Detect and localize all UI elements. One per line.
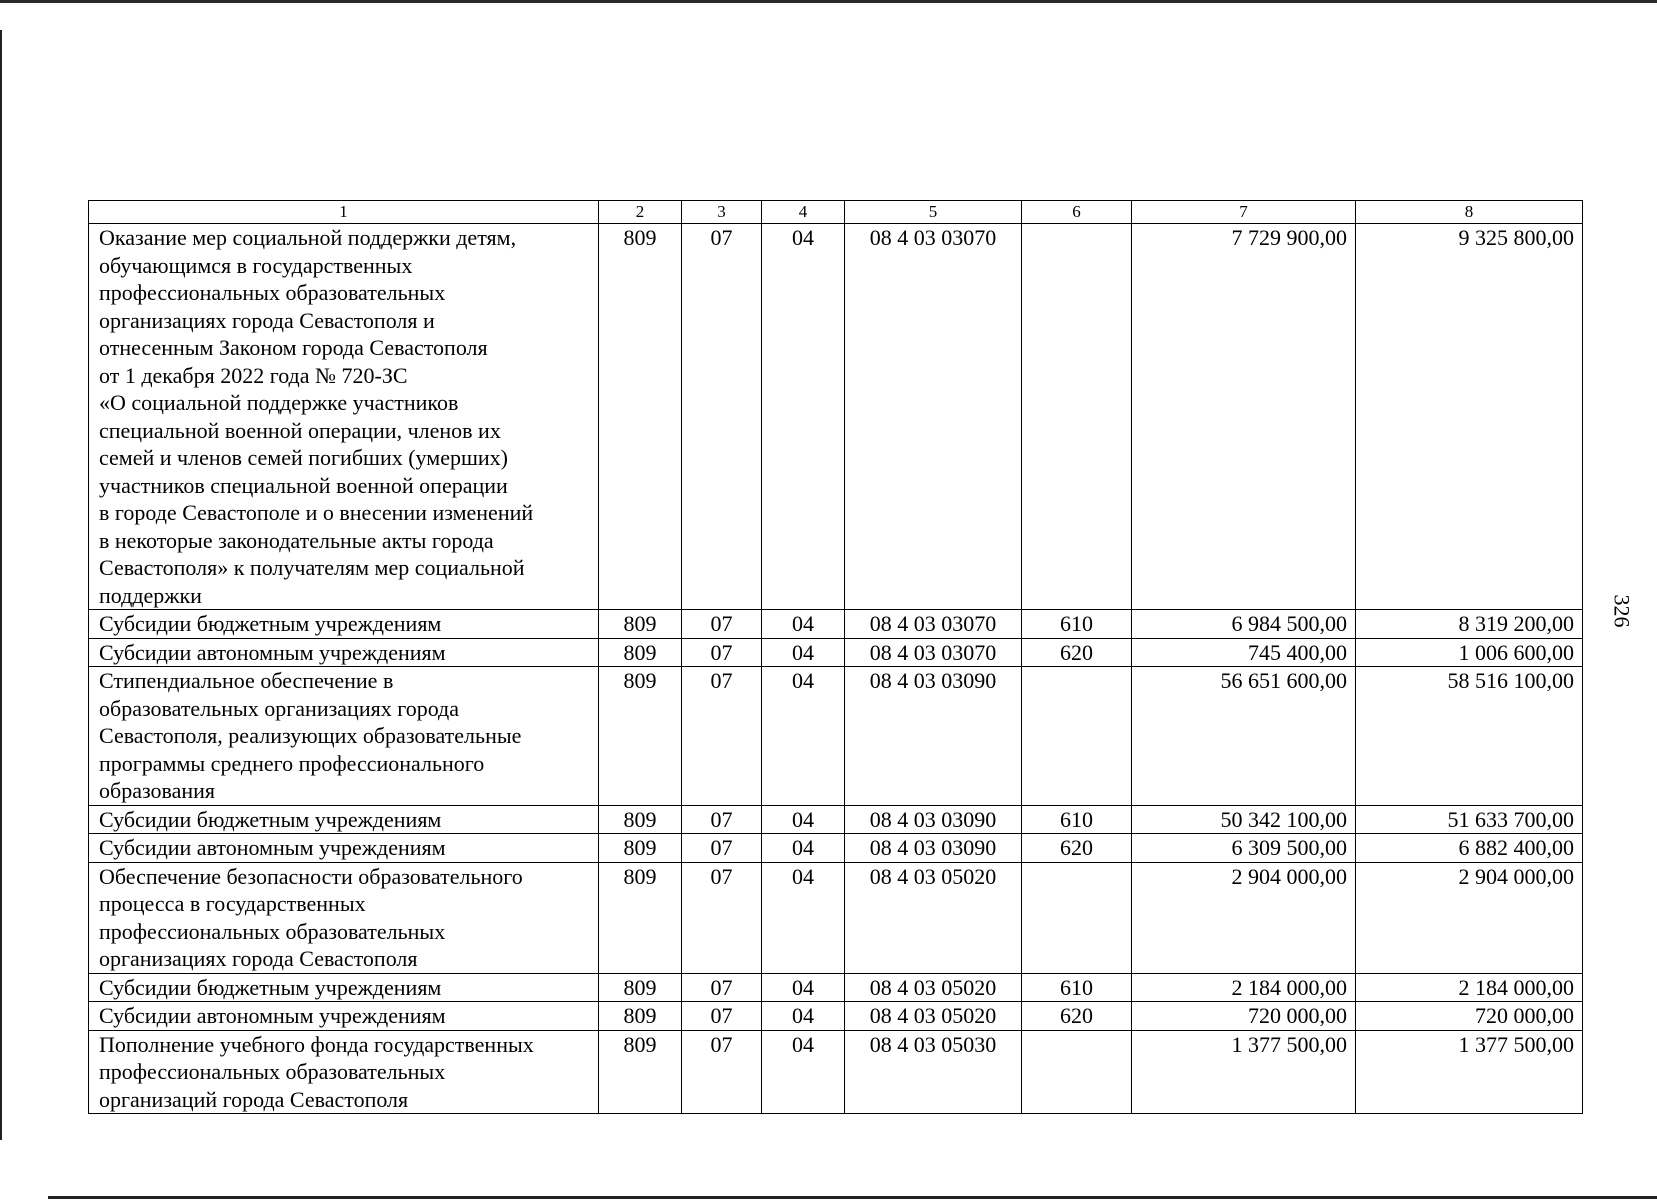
description-line: Обеспечение безопасности образовательного [99, 863, 523, 889]
description-line: в некоторые законодательные акты города [99, 527, 494, 553]
target-article-cell: 08 4 03 03090 [845, 805, 1022, 834]
description-line: организаций города Севастополя [99, 1086, 409, 1112]
amount-year-1-cell: 1 377 500,00 [1132, 1030, 1356, 1114]
table-row [89, 610, 1583, 639]
column-header: 4 [762, 201, 845, 224]
amount-year-1-cell: 745 400,00 [1132, 638, 1356, 667]
description-line: образовательных организациях города [99, 695, 460, 721]
column-header: 1 [89, 201, 599, 224]
description-line: обучающимся в государственных [99, 252, 413, 278]
description-line: участников специальной военной операции [99, 472, 508, 498]
description-line: семей и членов семей погибших (умерших) [99, 445, 508, 470]
amount-year-2-cell: 1 377 500,00 [1356, 1030, 1583, 1114]
target-article-cell: 08 4 03 03090 [845, 834, 1022, 863]
subsection-code-cell: 04 [762, 834, 845, 863]
column-number-row [89, 201, 1583, 224]
amount-year-1-cell: 56 651 600,00 [1132, 667, 1356, 806]
amount-year-1-cell: 720 000,00 [1132, 1002, 1356, 1031]
scan-edge-bottom [48, 1196, 1657, 1199]
section-code-cell: 07 [682, 1030, 762, 1114]
description-line: Субсидии автономным учреждениям [99, 639, 446, 665]
subsection-code-cell: 04 [762, 1002, 845, 1031]
description-line: профессиональных образовательных [99, 918, 446, 944]
subsection-code-cell: 04 [762, 610, 845, 639]
expense-type-cell: 610 [1022, 805, 1132, 834]
amount-year-2-cell: 58 516 100,00 [1356, 667, 1583, 806]
subsection-code-cell: 04 [762, 667, 845, 806]
subsection-code-cell: 04 [762, 638, 845, 667]
item-description-cell [89, 610, 599, 639]
expense-type-cell [1022, 862, 1132, 973]
amount-year-2-cell: 6 882 400,00 [1356, 834, 1583, 863]
description-line: в городе Севастополе и о внесении изменений [99, 500, 534, 525]
table-row [89, 805, 1583, 834]
description-line: Субсидии бюджетным учреждениям [99, 974, 442, 1000]
expense-type-cell: 620 [1022, 834, 1132, 863]
section-code-cell: 07 [682, 667, 762, 806]
scan-edge-left [0, 30, 2, 1140]
column-header: 6 [1022, 201, 1132, 224]
description-line: организациях города Севастополя [99, 946, 418, 971]
table-row [89, 224, 1583, 610]
amount-year-2-cell: 2 904 000,00 [1356, 862, 1583, 973]
expense-type-cell: 610 [1022, 610, 1132, 639]
expense-type-cell: 620 [1022, 638, 1132, 667]
budget-table [88, 200, 1583, 1114]
item-description-cell [89, 224, 599, 610]
description-line: программы среднего профессионального [99, 750, 485, 776]
subsection-code-cell: 04 [762, 1030, 845, 1114]
column-header: 8 [1356, 201, 1583, 224]
expense-type-cell [1022, 224, 1132, 610]
item-description-cell [89, 973, 599, 1002]
item-description-cell [89, 862, 599, 973]
description-line: от 1 декабря 2022 года № 720-ЗС [99, 362, 408, 388]
subsection-code-cell: 04 [762, 973, 845, 1002]
table-row [89, 862, 1583, 973]
description-line: Субсидии автономным учреждениям [99, 835, 446, 860]
description-line: Севастополя» к получателям мер социальной [99, 555, 525, 580]
description-line: Севастополя, реализующих образовательные [99, 723, 522, 748]
item-description-cell [89, 638, 599, 667]
grbs-code-cell: 809 [599, 1002, 682, 1031]
subsection-code-cell: 04 [762, 805, 845, 834]
column-header: 7 [1132, 201, 1356, 224]
description-line: образования [99, 778, 216, 803]
description-line: Оказание мер социальной поддержки детям, [99, 225, 517, 250]
grbs-code-cell: 809 [599, 834, 682, 863]
target-article-cell: 08 4 03 03070 [845, 224, 1022, 610]
section-code-cell: 07 [682, 805, 762, 834]
grbs-code-cell: 809 [599, 805, 682, 834]
table-row [89, 834, 1583, 863]
item-description-cell [89, 834, 599, 863]
target-article-cell: 08 4 03 05020 [845, 973, 1022, 1002]
target-article-cell: 08 4 03 05020 [845, 1002, 1022, 1031]
grbs-code-cell: 809 [599, 610, 682, 639]
page-number: 326 [1609, 594, 1635, 628]
amount-year-2-cell: 2 184 000,00 [1356, 973, 1583, 1002]
table-row [89, 1002, 1583, 1031]
amount-year-1-cell: 50 342 100,00 [1132, 805, 1356, 834]
target-article-cell: 08 4 03 03090 [845, 667, 1022, 806]
subsection-code-cell: 04 [762, 862, 845, 973]
subsection-code-cell: 04 [762, 224, 845, 610]
column-header: 2 [599, 201, 682, 224]
expense-type-cell: 620 [1022, 1002, 1132, 1031]
expense-type-cell [1022, 1030, 1132, 1114]
expense-type-cell: 610 [1022, 973, 1132, 1002]
amount-year-2-cell: 9 325 800,00 [1356, 224, 1583, 610]
amount-year-1-cell: 6 309 500,00 [1132, 834, 1356, 863]
scan-edge-top [0, 0, 1657, 3]
table-row [89, 973, 1583, 1002]
item-description-cell [89, 1030, 599, 1114]
expense-type-cell [1022, 667, 1132, 806]
description-line: Пополнение учебного фонда государственных [99, 1031, 534, 1057]
item-description-cell [89, 1002, 599, 1031]
target-article-cell: 08 4 03 05020 [845, 862, 1022, 973]
description-line: поддержки [99, 582, 202, 608]
grbs-code-cell: 809 [599, 973, 682, 1002]
description-line: организациях города Севастополя и [99, 307, 435, 333]
target-article-cell: 08 4 03 03070 [845, 638, 1022, 667]
section-code-cell: 07 [682, 638, 762, 667]
description-line: процесса в государственных [99, 891, 366, 916]
target-article-cell: 08 4 03 03070 [845, 610, 1022, 639]
section-code-cell: 07 [682, 224, 762, 610]
description-line: Субсидии бюджетным учреждениям [99, 611, 442, 636]
grbs-code-cell: 809 [599, 667, 682, 806]
amount-year-1-cell: 2 184 000,00 [1132, 973, 1356, 1002]
amount-year-2-cell: 1 006 600,00 [1356, 638, 1583, 667]
description-line: специальной военной операции, членов их [99, 417, 501, 443]
description-line: Субсидии автономным учреждениям [99, 1003, 446, 1028]
grbs-code-cell: 809 [599, 224, 682, 610]
section-code-cell: 07 [682, 610, 762, 639]
amount-year-1-cell: 6 984 500,00 [1132, 610, 1356, 639]
item-description-cell [89, 805, 599, 834]
description-line: профессиональных образовательных [99, 1059, 446, 1084]
grbs-code-cell: 809 [599, 862, 682, 973]
section-code-cell: 07 [682, 1002, 762, 1031]
section-code-cell: 07 [682, 862, 762, 973]
amount-year-2-cell: 8 319 200,00 [1356, 610, 1583, 639]
amount-year-1-cell: 7 729 900,00 [1132, 224, 1356, 610]
column-header: 5 [845, 201, 1022, 224]
section-code-cell: 07 [682, 973, 762, 1002]
target-article-cell: 08 4 03 05030 [845, 1030, 1022, 1114]
table-row [89, 638, 1583, 667]
description-line: отнесенным Законом города Севастополя [99, 335, 488, 360]
grbs-code-cell: 809 [599, 1030, 682, 1114]
description-line: профессиональных образовательных [99, 280, 446, 305]
grbs-code-cell: 809 [599, 638, 682, 667]
amount-year-2-cell: 51 633 700,00 [1356, 805, 1583, 834]
table-row [89, 667, 1583, 806]
table-row [89, 1030, 1583, 1114]
description-line: Стипендиальное обеспечение в [99, 668, 394, 693]
section-code-cell: 07 [682, 834, 762, 863]
item-description-cell [89, 667, 599, 806]
description-line: «О социальной поддержке участников [99, 390, 459, 415]
column-header: 3 [682, 201, 762, 224]
amount-year-1-cell: 2 904 000,00 [1132, 862, 1356, 973]
amount-year-2-cell: 720 000,00 [1356, 1002, 1583, 1031]
description-line: Субсидии бюджетным учреждениям [99, 806, 442, 832]
